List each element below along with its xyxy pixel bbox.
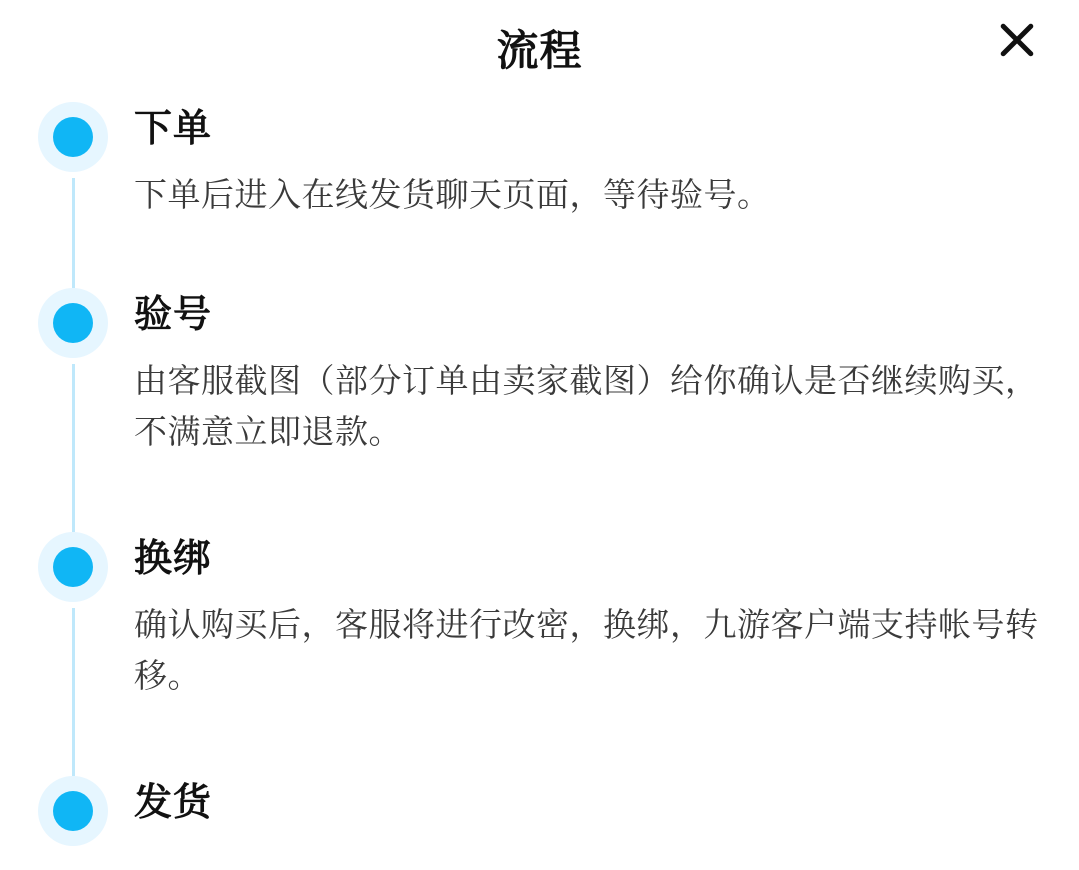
close-icon: [994, 17, 1040, 63]
step-title: 换绑: [134, 538, 213, 580]
timeline-connector: [72, 178, 75, 288]
timeline-connector: [72, 608, 75, 776]
step-description: [134, 829, 1053, 843]
step-bullet: [38, 102, 108, 172]
step-title: 发货: [134, 782, 213, 824]
dialog-header: [0, 0, 1079, 96]
bullet-dot-icon: [53, 117, 93, 157]
step-bullet: [38, 532, 108, 602]
step-bullet: [38, 288, 108, 358]
bullet-halo: [38, 102, 108, 172]
step-description: 下单后进入在线发货聊天页面，等待验号。: [134, 176, 771, 214]
bullet-halo: [38, 288, 108, 358]
list-item: [26, 282, 1053, 526]
step-description: 由客服截图（部分订单由卖家截图）给你确认是否继续购买，不满意立即退款。: [134, 362, 1039, 451]
bullet-halo: [38, 776, 108, 846]
bullet-dot-icon: [53, 791, 93, 831]
steps-timeline: [0, 96, 1079, 870]
list-item: [26, 96, 1053, 282]
bullet-halo: [38, 532, 108, 602]
list-item: [26, 526, 1053, 770]
timeline-connector: [72, 364, 75, 532]
bullet-dot-icon: [53, 547, 93, 587]
list-item: [26, 770, 1053, 870]
bullet-dot-icon: [53, 303, 93, 343]
step-title: 验号: [134, 294, 213, 336]
step-bullet: [38, 776, 108, 846]
page-title: 流程: [496, 27, 583, 74]
close-button[interactable]: [985, 8, 1049, 72]
step-description: 确认购买后，客服将进行改密，换绑，九游客户端支持帐号转移。: [134, 606, 1039, 695]
step-title: 下单: [134, 108, 213, 150]
